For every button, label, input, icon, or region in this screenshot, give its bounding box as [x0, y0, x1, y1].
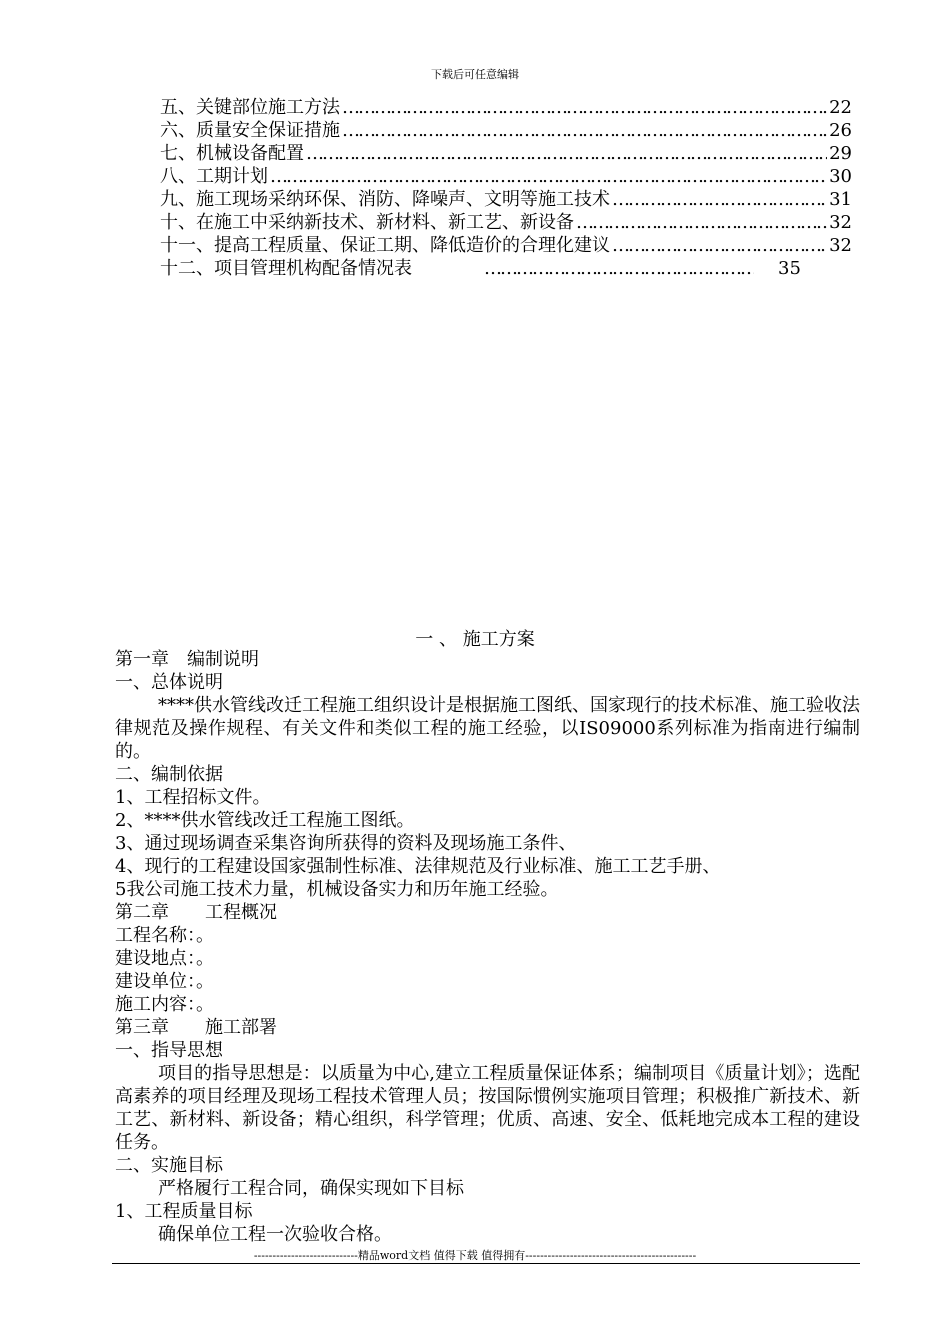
toc-entry-page: 31 [829, 189, 852, 210]
page-footer: ----------------------------精品word文档 值得下载 值得拥有---------------------------------------------- [253, 1249, 697, 1262]
toc-entry [160, 234, 852, 257]
list-item: 3、通过现场调查采集咨询所获得的资料及现场施工条件、 [115, 833, 577, 854]
toc-entry [160, 165, 852, 188]
toc-entry-title: 十一、提高工程质量、保证工期、降低造价的合理化建议 [160, 235, 610, 256]
toc-leader-dots [576, 211, 827, 234]
field-line: 建设单位：。 [115, 971, 214, 992]
paragraph: 项目的指导思想是：以质量为中心,建立工程质量保证体系；编制项目《质量计划》；选配高素养的项目经理及现场工程技术管理人员；按国际惯例实施项目管理；积极推广新技术、新工艺、新材料、新设备；精心组织，科学管理；优质、高速、安全、低耗地完成本工程的建设任务。 [115, 1063, 860, 1153]
toc-entry-page: 30 [829, 166, 852, 187]
toc-entry-title: 十、在施工中采纳新技术、新材料、新工艺、新设备 [160, 212, 574, 233]
document-body [115, 648, 860, 1246]
toc-entry-page: 35 [778, 258, 801, 279]
table-of-contents [160, 96, 852, 280]
toc-entry [160, 188, 852, 211]
toc-entry-title: 八、工期计划 [160, 166, 268, 187]
toc-leader-dots [612, 234, 827, 257]
toc-entry-page: 32 [829, 235, 852, 256]
list-item: 2、****供水管线改迁工程施工图纸。 [115, 810, 415, 831]
page-header: 下载后可任意编辑 [431, 68, 519, 81]
chapter-heading: 第一章 编制说明 [115, 649, 259, 670]
toc-entry-page: 22 [829, 97, 852, 118]
toc-leader-dots [342, 119, 827, 142]
toc-entry-title: 十二、项目管理机构配备情况表 [160, 258, 412, 279]
section-title: 一 、 施工方案 [415, 629, 535, 650]
field-line: 建设地点：。 [115, 948, 214, 969]
toc-entry [160, 211, 852, 234]
toc-entry-title: 五、关键部位施工方法 [160, 97, 340, 118]
subsection-heading: 二、实施目标 [115, 1155, 223, 1176]
toc-entry [160, 96, 852, 119]
toc-leader-dots [342, 96, 827, 119]
chapter-heading: 第二章 工程概况 [115, 902, 277, 923]
list-item: 1、工程招标文件。 [115, 787, 271, 808]
toc-entry [160, 142, 852, 165]
toc-leader-dots [484, 257, 754, 280]
chapter-heading: 第三章 施工部署 [115, 1017, 277, 1038]
toc-entry-title: 七、机械设备配置 [160, 143, 304, 164]
paragraph: 严格履行工程合同，确保实现如下目标 [158, 1178, 464, 1199]
subsection-heading: 一、总体说明 [115, 672, 223, 693]
field-line: 施工内容：。 [115, 994, 214, 1015]
paragraph: 确保单位工程一次验收合格。 [158, 1224, 392, 1245]
toc-entry-title: 九、施工现场采纳环保、消防、降噪声、文明等施工技术 [160, 189, 610, 210]
subsection-heading: 1、工程质量目标 [115, 1201, 253, 1222]
footer-rule [112, 1263, 860, 1264]
toc-leader-dots [270, 165, 827, 188]
toc-entry-page: 26 [829, 120, 852, 141]
toc-entry-page: 29 [829, 143, 852, 164]
toc-entry-page: 32 [829, 212, 852, 233]
subsection-heading: 一、指导思想 [115, 1040, 223, 1061]
toc-entry [160, 119, 852, 142]
field-line: 工程名称：。 [115, 925, 214, 946]
list-item: 4、现行的工程建设国家强制性标准、法律规范及行业标准、施工工艺手册、 [115, 856, 721, 877]
paragraph: ****供水管线改迁工程施工组织设计是根据施工图纸、国家现行的技术标准、施工验收法律规范及操作规程、有关文件和类似工程的施工经验，以IS09000系列标准为指南进行编制的。 [115, 695, 860, 762]
subsection-heading: 二、编制依据 [115, 764, 223, 785]
toc-entry-title: 六、质量安全保证措施 [160, 120, 340, 141]
toc-leader-dots [306, 142, 827, 165]
toc-entry [160, 257, 852, 280]
toc-leader-dots [612, 188, 827, 211]
list-item: 5我公司施工技术力量，机械设备实力和历年施工经验。 [115, 879, 559, 900]
